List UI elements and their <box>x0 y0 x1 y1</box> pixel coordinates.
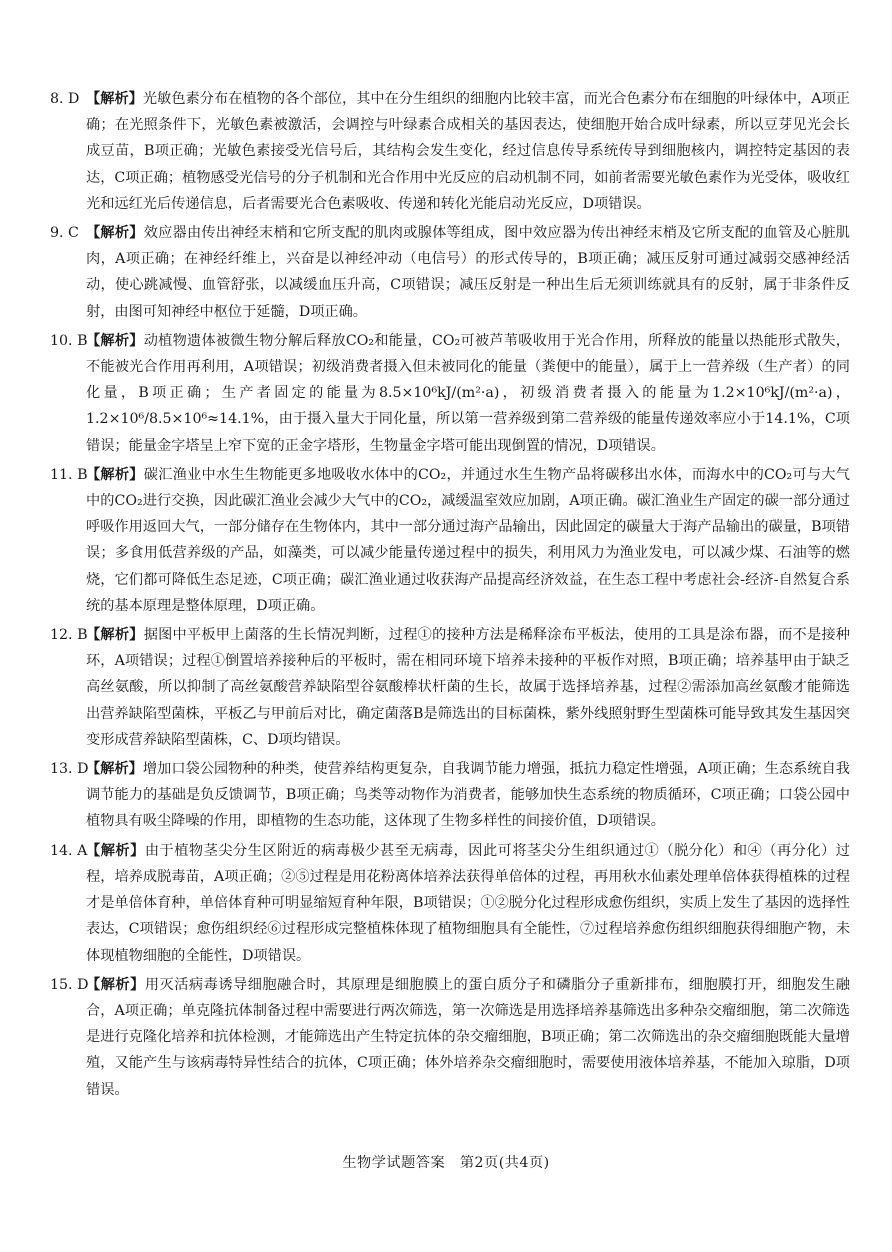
analysis-tag: 【解析】 <box>86 761 143 778</box>
analysis-tag: 【解析】 <box>86 466 144 483</box>
analysis-tag: 【解析】 <box>86 332 144 349</box>
answer-item-11 <box>50 462 850 619</box>
question-number: 8. D <box>50 91 80 107</box>
analysis-tag: 【解析】 <box>86 91 143 107</box>
question-number: 12. B <box>50 627 88 644</box>
answer-item-14 <box>50 838 850 969</box>
answer-item-13 <box>50 756 850 835</box>
analysis-text: 光敏色素分布在植物的各个部位，其中在分生组织的细胞内比较丰富，而光合色素分布在细胞的叶绿体中，A项正确；在光照条件下，光敏色素被激活，会调控与叶绿素合成相关的基因表达，使细胞开始合成叶绿素，所以豆芽见光会长成豆苗，B项正确；光敏色素接受光信号后，其结构会发生变化，经过信息传导系统传导到细胞核内，调控特定基因的表达，C项正确；植物感受光信号的分子机制和光合作用中光反应的启动机制不同，如前者需要光敏色素作为光受体，吸收红光和远红光后传递信息，后者需要光合色素吸收、传递和转化光能启动光反应，D项错误。 <box>86 91 850 212</box>
answer-item-12 <box>50 622 850 753</box>
page-footer: 生物学试题答案 第2页(共4页) <box>342 1155 550 1171</box>
question-number: 11. B <box>50 466 88 483</box>
answer-list <box>50 86 850 1106</box>
question-number: 10. B <box>50 332 88 349</box>
analysis-tag: 【解析】 <box>86 976 145 993</box>
question-number: 14. A <box>50 842 88 859</box>
analysis-tag: 【解析】 <box>86 842 145 859</box>
analysis-text: 碳汇渔业中水生生物能更多地吸收水体中的CO₂，并通过水生生物产品将碳移出水体，而海水中的CO₂可与大气中的CO₂进行交换，因此碳汇渔业会减少大气中的CO₂，减缓温室效应加剧，A项正确。碳汇渔业生产固定的碳一部分通过呼吸作用返回大气，一部分储存在生物体内，其中一部分通过海产品输出，因此固定的碳量大于海产品输出的碳量，B项错误；多食用低营养级的产品，如藻类，可以减少能量传递过程中的损失，利用风力为渔业发电，可以减少煤、石油等的燃烧，它们都可降低生态足迹，C项正确；碳汇渔业通过收获海产品提高经济效益，在生态工程中考虑社会-经济-自然复合系统的基本原理是整体原理，D项正确。 <box>86 466 850 614</box>
question-number: 9. C <box>50 225 79 242</box>
analysis-text: 用灭活病毒诱导细胞融合时，其原理是细胞膜上的蛋白质分子和磷脂分子重新排布，细胞膜打开，细胞发生融合，A项正确；单克隆抗体制备过程中需要进行两次筛选，第一次筛选是用选择培养基筛选出多种杂交瘤细胞，第二次筛选是进行克隆化培养和抗体检测，才能筛选出产生特定抗体的杂交瘤细胞，B项正确；第二次筛选出的杂交瘤细胞既能大量增殖，又能产生与该病毒特异性结合的抗体，C项正确；体外培养杂交瘤细胞时，需要使用液体培养基，不能加入琼脂，D项错误。 <box>86 976 850 1098</box>
analysis-text: 由于植物茎尖分生区附近的病毒极少甚至无病毒，因此可将茎尖分生组织通过①（脱分化）和④（再分化）过程，培养成脱毒苗，A项正确；②⑤过程是用花粉离体培养法获得单倍体的过程，再用秋水仙素处理单倍体获得植株的过程才是单倍体育种，单倍体育种可明显缩短育种年限，B项错误；①②脱分化过程形成愈伤组织，实质上发生了基因的选择性表达，C项错误；愈伤组织经⑥过程形成完整植株体现了植物细胞具有全能性，⑦过程培养愈伤组织细胞获得细胞产物，未体现植物细胞的全能性，D项错误。 <box>86 842 850 964</box>
analysis-tag: 【解析】 <box>86 225 144 242</box>
analysis-tag: 【解析】 <box>86 627 144 644</box>
analysis-text: 动植物遗体被微生物分解后释放CO₂和能量，CO₂可被芦苇吸收用于光合作用，所释放的能量以热能形式散失，不能被光合作用再利用，A项错误；初级消费者摄入但未被同化的能量（粪便中的能量），属于上一营养级（生产者）的同化量，B项正确；生产者固定的能量为8.5×10⁶kJ/(m²·a)，初级消费者摄入的能量为1.2×10⁶kJ/(m²·a)，1.2×10⁶/8.5×10⁶≈14.1%，由于摄入量大于同化量，所以第一营养级到第二营养级的能量传递效率应小于14.1%，C项错误；能量金字塔呈上窄下宽的正金字塔形，生物量金字塔可能出现倒置的情况，D项错误。 <box>86 332 850 454</box>
analysis-text: 增加口袋公园物种的种类，使营养结构更复杂，自我调节能力增强，抵抗力稳定性增强，A项正确；生态系统自我调节能力的基础是负反馈调节，B项正确；鸟类等动物作为消费者，能够加快生态系统的物质循环，C项正确；口袋公园中植物具有吸尘降噪的作用，即植物的生态功能，这体现了生物多样性的间接价值，D项错误。 <box>86 761 850 830</box>
question-number: 13. D <box>50 761 89 778</box>
answer-item-8 <box>50 86 850 217</box>
answer-item-9 <box>50 220 850 325</box>
answer-item-10 <box>50 328 850 459</box>
analysis-text: 效应器由传出神经末梢和它所支配的肌肉或腺体等组成，图中效应器为传出神经末梢及它所支配的血管及心脏肌肉，A项正确；在神经纤维上，兴奋是以神经冲动（电信号）的形式传导的，B项正确；减压反射可通过减弱交感神经活动，使心跳减慢、血管舒张，以减缓血压升高，C项错误；减压反射是一种出生后无须训练就具有的反射，属于非条件反射，由图可知神经中枢位于延髓，D项正确。 <box>86 225 850 320</box>
question-number: 15. D <box>50 976 89 993</box>
analysis-text: 据图中平板甲上菌落的生长情况判断，过程①的接种方法是稀释涂布平板法，使用的工具是涂布器，而不是接种环，A项错误；过程①倒置培养接种后的平板时，需在相同环境下培养未接种的平板作对照，B项正确；培养基甲由于缺乏高丝氨酸，所以抑制了高丝氨酸营养缺陷型谷氨酸棒状杆菌的生长，故属于选择培养基，过程②需添加高丝氨酸才能筛选出营养缺陷型菌株，平板乙与甲前后对比，确定菌落B是筛选出的目标菌株，紫外线照射野生型菌株可能导致其发生基因突变形成营养缺陷型菌株，C、D项均错误。 <box>86 627 850 748</box>
answer-item-15 <box>50 972 850 1103</box>
